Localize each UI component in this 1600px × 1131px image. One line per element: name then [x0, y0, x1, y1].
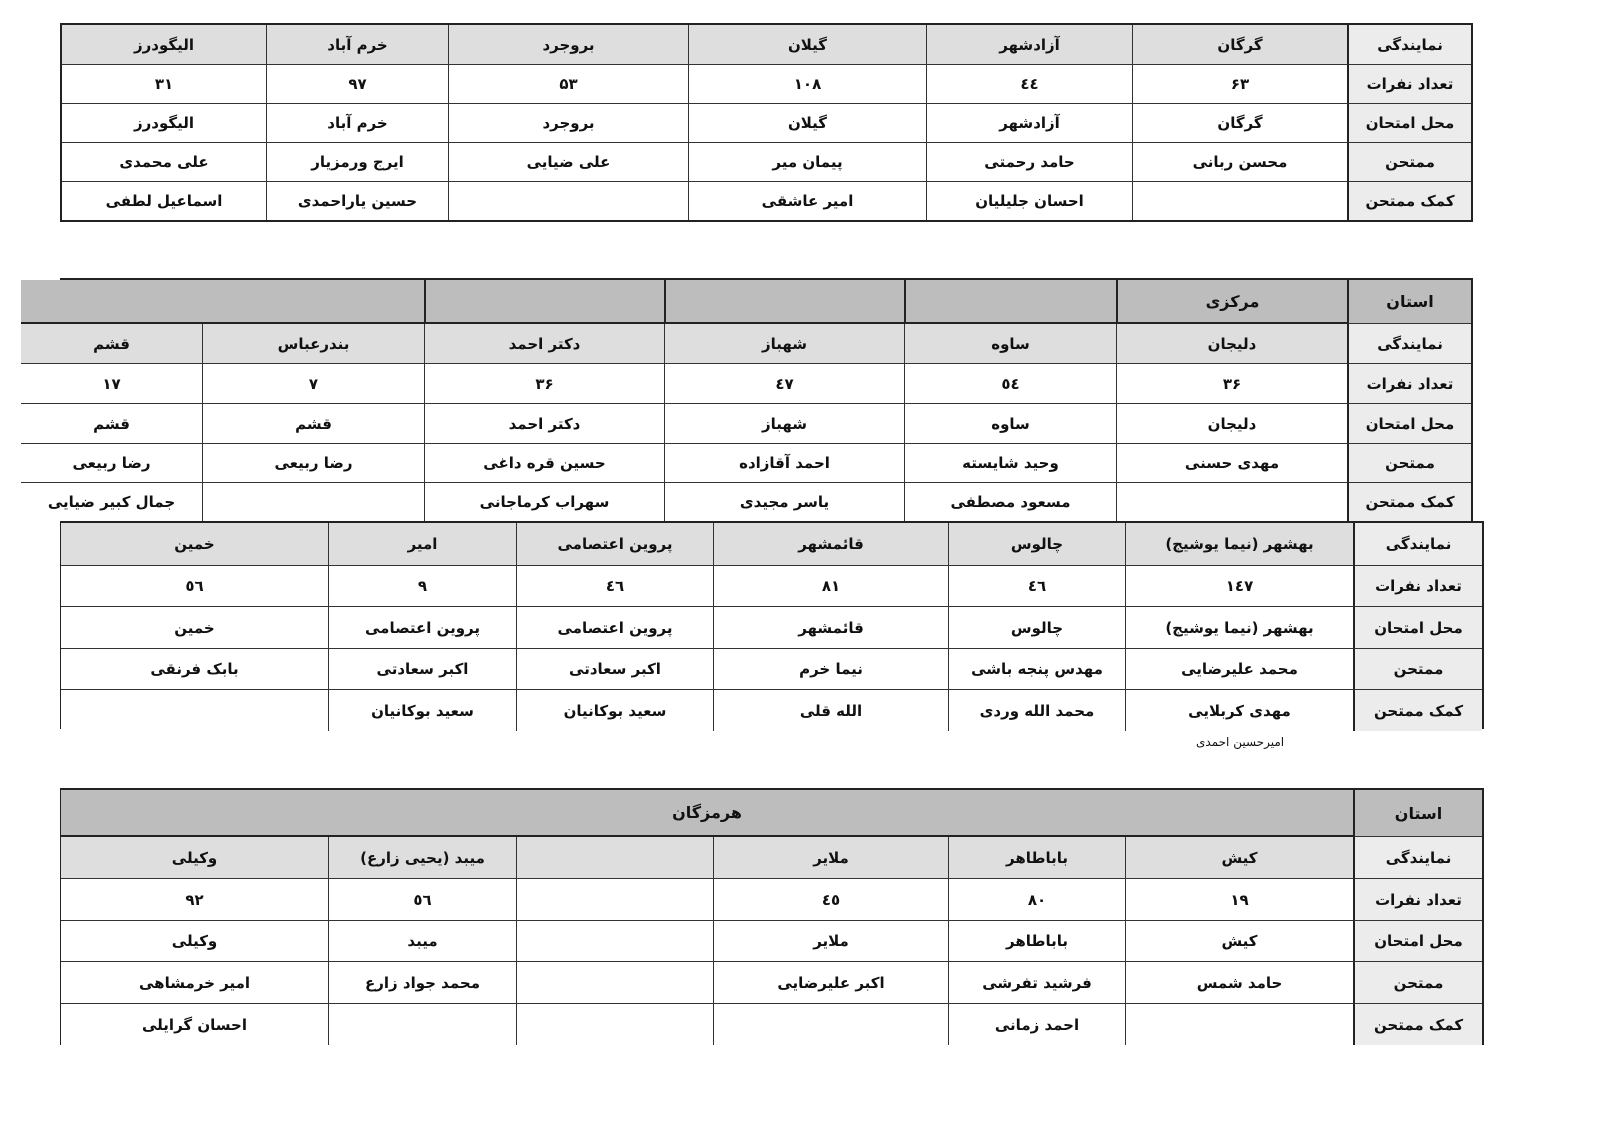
examiner-cell: حامد شمس: [1125, 962, 1353, 1004]
count-cell: ٤٦: [516, 566, 713, 607]
assistant-cell: حسین یاراحمدی: [266, 182, 448, 220]
count-cell: ۳۶: [424, 364, 664, 404]
row-label-office: نمایندگی: [1347, 324, 1471, 364]
count-cell: ۸۰: [948, 879, 1125, 921]
row-label-location: محل امتحان: [1353, 607, 1482, 649]
count-cell: ٤٥: [713, 879, 948, 921]
count-cell: [516, 879, 713, 921]
office-cell: بندرعباس: [202, 324, 424, 364]
office-cell: ملایر: [713, 837, 948, 879]
location-cell: آزادشهر: [926, 104, 1132, 143]
province-cell: [664, 280, 904, 324]
assistant-cell: سهراب کرماجانی: [424, 483, 664, 521]
row-label-count: تعداد نفرات: [1347, 65, 1471, 104]
count-cell: ٥٦: [61, 566, 328, 607]
assistant-cell: امیر عاشقی: [688, 182, 926, 220]
province-name: مرکزی: [1116, 280, 1347, 324]
office-cell: کیش: [1125, 837, 1353, 879]
office-cell: بهشهر (نیما یوشیج): [1125, 523, 1353, 566]
row-label-examiner: ممتحن: [1353, 962, 1482, 1004]
count-cell: ٤٦: [948, 566, 1125, 607]
count-cell: ۸۱: [713, 566, 948, 607]
examiner-cell: اکبر سعادتی: [328, 649, 516, 690]
assistant-cell: مهدی کربلایی: [1125, 690, 1353, 731]
row-label-examiner: ممتحن: [1353, 649, 1482, 690]
table-4: [60, 788, 1484, 1045]
province-cell: [21, 280, 424, 324]
location-cell: ساوه: [904, 404, 1116, 444]
row-label-assistant: کمک ممتحن: [1347, 483, 1471, 521]
location-cell: چالوس: [948, 607, 1125, 649]
assistant-cell: [713, 1004, 948, 1045]
count-cell: ۹۲: [61, 879, 328, 921]
count-cell: ٥٤: [904, 364, 1116, 404]
examiner-cell: بابک فرنقی: [61, 649, 328, 690]
row-label-assistant: کمک ممتحن: [1353, 690, 1482, 731]
table-3: [60, 521, 1484, 729]
location-cell: بهشهر (نیما یوشیج): [1125, 607, 1353, 649]
assistant-cell: احسان جلیلیان: [926, 182, 1132, 220]
location-cell: قائمشهر: [713, 607, 948, 649]
examiner-cell: اکبر علیرضایی: [713, 962, 948, 1004]
province-cell: [904, 280, 1116, 324]
office-cell: گیلان: [688, 25, 926, 65]
assistant-cell: [1125, 1004, 1353, 1045]
office-cell: آزادشهر: [926, 25, 1132, 65]
office-cell: پروین اعتصامی: [516, 523, 713, 566]
examiner-cell: مهدی حسنی: [1116, 444, 1347, 483]
province-label: استان: [1347, 280, 1471, 324]
assistant-cell: سعید بوکانیان: [516, 690, 713, 731]
examiner-cell: احمد آقازاده: [664, 444, 904, 483]
count-cell: ۱۷: [21, 364, 202, 404]
office-cell: چالوس: [948, 523, 1125, 566]
assistant-cell: محمد الله وردی: [948, 690, 1125, 731]
location-cell: قشم: [21, 404, 202, 444]
location-cell: خمین: [61, 607, 328, 649]
row-label-count: تعداد نفرات: [1353, 566, 1482, 607]
count-cell: ۷: [202, 364, 424, 404]
row-label-location: محل امتحان: [1353, 921, 1482, 962]
assistant-cell: مسعود مصطفی: [904, 483, 1116, 521]
province-label: استان: [1353, 790, 1482, 837]
office-cell: میبد (یحیی زارع): [328, 837, 516, 879]
assistant-cell: احمد زمانی: [948, 1004, 1125, 1045]
assistant-cell: سعید بوکانیان: [328, 690, 516, 731]
count-cell: ۳۶: [1116, 364, 1347, 404]
row-label-assistant: کمک ممتحن: [1347, 182, 1471, 220]
office-cell: خرم آباد: [266, 25, 448, 65]
examiner-cell: فرشید تفرشی: [948, 962, 1125, 1004]
examiner-cell: حسین قره داغی: [424, 444, 664, 483]
province-cell: [424, 280, 664, 324]
location-cell: دلیجان: [1116, 404, 1347, 444]
location-cell: بروجرد: [448, 104, 688, 143]
row-label-count: تعداد نفرات: [1347, 364, 1471, 404]
row-label-assistant: کمک ممتحن: [1353, 1004, 1482, 1045]
office-cell: گرگان: [1132, 25, 1347, 65]
assistant-cell: [202, 483, 424, 521]
examiner-cell: حامد رحمتی: [926, 143, 1132, 182]
assistant-cell: جمال کبیر ضیایی: [21, 483, 202, 521]
row-label-examiner: ممتحن: [1347, 143, 1471, 182]
location-cell: خرم آباد: [266, 104, 448, 143]
office-cell: ساوه: [904, 324, 1116, 364]
location-cell: قشم: [202, 404, 424, 444]
row-label-location: محل امتحان: [1347, 404, 1471, 444]
office-cell: امیر: [328, 523, 516, 566]
examiner-cell: علی ضیایی: [448, 143, 688, 182]
table-1: [60, 23, 1473, 222]
count-cell: ۱٤۷: [1125, 566, 1353, 607]
location-cell: [516, 921, 713, 962]
examiner-cell: [516, 962, 713, 1004]
row-label-office: نمایندگی: [1353, 523, 1482, 566]
count-cell: ۶۳: [1132, 65, 1347, 104]
row-label-office: نمایندگی: [1353, 837, 1482, 879]
row-label-location: محل امتحان: [1347, 104, 1471, 143]
office-cell: الیگودرز: [62, 25, 266, 65]
count-cell: ٥٦: [328, 879, 516, 921]
location-cell: وکیلی: [61, 921, 328, 962]
location-cell: شهباز: [664, 404, 904, 444]
count-cell: ۱۹: [1125, 879, 1353, 921]
count-cell: ۹: [328, 566, 516, 607]
location-cell: کیش: [1125, 921, 1353, 962]
office-cell: بروجرد: [448, 25, 688, 65]
examiner-cell: ایرج ورمزیار: [266, 143, 448, 182]
assistant-cell: احسان گرایلی: [61, 1004, 328, 1045]
office-cell: قشم: [21, 324, 202, 364]
location-cell: ملایر: [713, 921, 948, 962]
assistant-cell: [61, 690, 328, 731]
note-text: امیرحسین احمدی: [1196, 735, 1285, 749]
assistant-cell: الله قلی: [713, 690, 948, 731]
row-label-examiner: ممتحن: [1347, 444, 1471, 483]
assistant-cell: [328, 1004, 516, 1045]
examiner-cell: مهدس پنجه باشی: [948, 649, 1125, 690]
location-cell: میبد: [328, 921, 516, 962]
office-cell: باباطاهر: [948, 837, 1125, 879]
location-cell: دکتر احمد: [424, 404, 664, 444]
count-cell: ۹۷: [266, 65, 448, 104]
count-cell: ۵۳: [448, 65, 688, 104]
office-cell: وکیلی: [61, 837, 328, 879]
assistant-cell: [1132, 182, 1347, 220]
assistant-cell: [448, 182, 688, 220]
office-cell: دکتر احمد: [424, 324, 664, 364]
row-label-office: نمایندگی: [1347, 25, 1471, 65]
office-cell: شهباز: [664, 324, 904, 364]
examiner-cell: محسن ربانی: [1132, 143, 1347, 182]
examiner-cell: محمد علیرضایی: [1125, 649, 1353, 690]
examiner-cell: اکبر سعادتی: [516, 649, 713, 690]
office-cell: قائمشهر: [713, 523, 948, 566]
province-name: هرمزگان: [61, 790, 1353, 837]
examiner-cell: نیما خرم: [713, 649, 948, 690]
count-cell: ٤٧: [664, 364, 904, 404]
examiner-cell: محمد جواد زارع: [328, 962, 516, 1004]
office-cell: خمین: [61, 523, 328, 566]
examiner-cell: وحید شایسته: [904, 444, 1116, 483]
table-2: [47, 278, 1473, 521]
assistant-cell: یاسر مجیدی: [664, 483, 904, 521]
assistant-cell: [516, 1004, 713, 1045]
examiner-cell: رضا ربیعی: [21, 444, 202, 483]
location-cell: الیگودرز: [62, 104, 266, 143]
location-cell: پروین اعتصامی: [516, 607, 713, 649]
count-cell: ۳۱: [62, 65, 266, 104]
count-cell: ۱۰۸: [688, 65, 926, 104]
location-cell: باباطاهر: [948, 921, 1125, 962]
count-cell: ٤٤: [926, 65, 1132, 104]
assistant-cell: [1116, 483, 1347, 521]
assistant-cell: اسماعیل لطفی: [62, 182, 266, 220]
examiner-cell: پیمان میر: [688, 143, 926, 182]
location-cell: گیلان: [688, 104, 926, 143]
location-cell: پروین اعتصامی: [328, 607, 516, 649]
office-cell: دلیجان: [1116, 324, 1347, 364]
row-label-count: تعداد نفرات: [1353, 879, 1482, 921]
examiner-cell: امیر خرمشاهی: [61, 962, 328, 1004]
location-cell: گرگان: [1132, 104, 1347, 143]
examiner-cell: علی محمدی: [62, 143, 266, 182]
examiner-cell: رضا ربیعی: [202, 444, 424, 483]
office-cell: [516, 837, 713, 879]
